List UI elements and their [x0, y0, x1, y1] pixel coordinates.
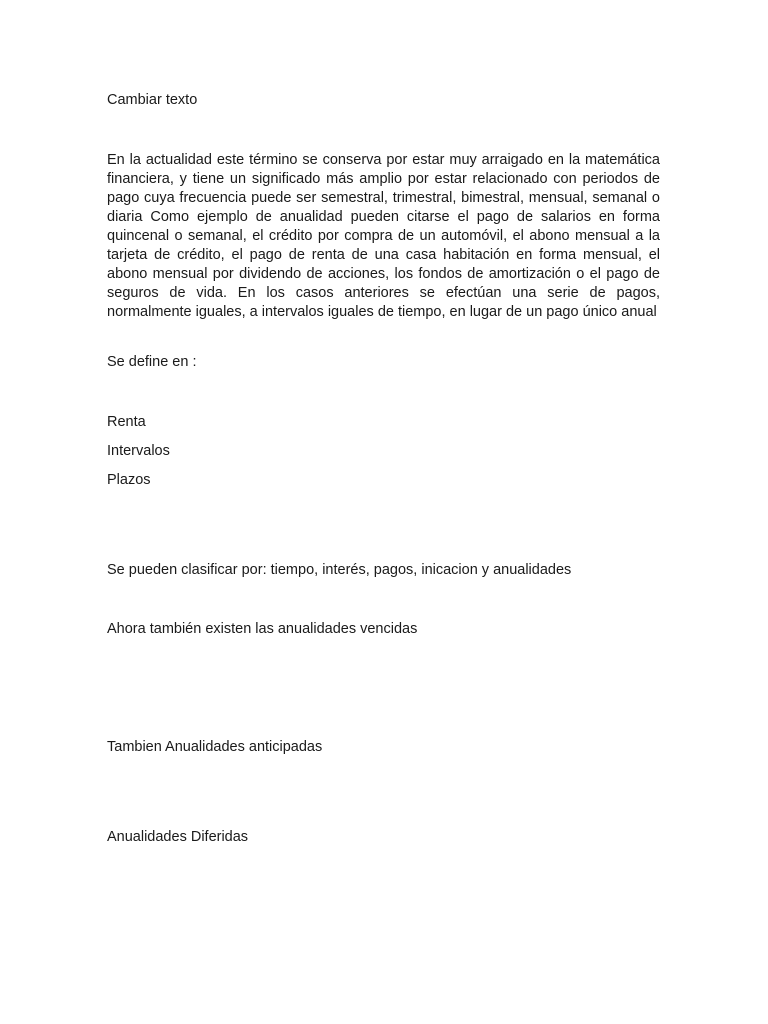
term-item: Intervalos: [107, 443, 170, 459]
define-label: Se define en :: [107, 354, 197, 370]
document-heading: Cambiar texto: [107, 92, 198, 108]
body-paragraph: En la actualidad este término se conserva por estar muy arraigado en la matemática financiera, y tiene un significado más amplio por estar relacionado con periodos de pago cuya frecuencia puede ser semestral, trimestral, bimestral, mensual, semanal o diaria Como ejemplo de anualidad pueden citarse el pago de salarios en forma quincenal o semanal, el crédito por compra de un automóvil, el abono mensual a la tarjeta de crédito, el pago de renta de una casa habitación en forma mensual, el abono mensual por dividendo de acciones, los fondos de amortización o el pago de seguros de vida. En los casos anteriores se efectúan una serie de pagos, normalmente iguales, a intervalos iguales de tiempo, en lugar de un pago único anual: [107, 152, 660, 320]
anticipadas-text: Tambien Anualidades anticipadas: [107, 739, 323, 755]
vencidas-text: Ahora también existen las anualidades vencidas: [107, 621, 418, 637]
classification-text: Se pueden clasificar por: tiempo, interés, pagos, inicacion y anualidades: [107, 562, 572, 578]
diferidas-text: Anualidades Diferidas: [107, 829, 249, 845]
term-item: Plazos: [107, 472, 151, 488]
term-item: Renta: [107, 414, 146, 430]
